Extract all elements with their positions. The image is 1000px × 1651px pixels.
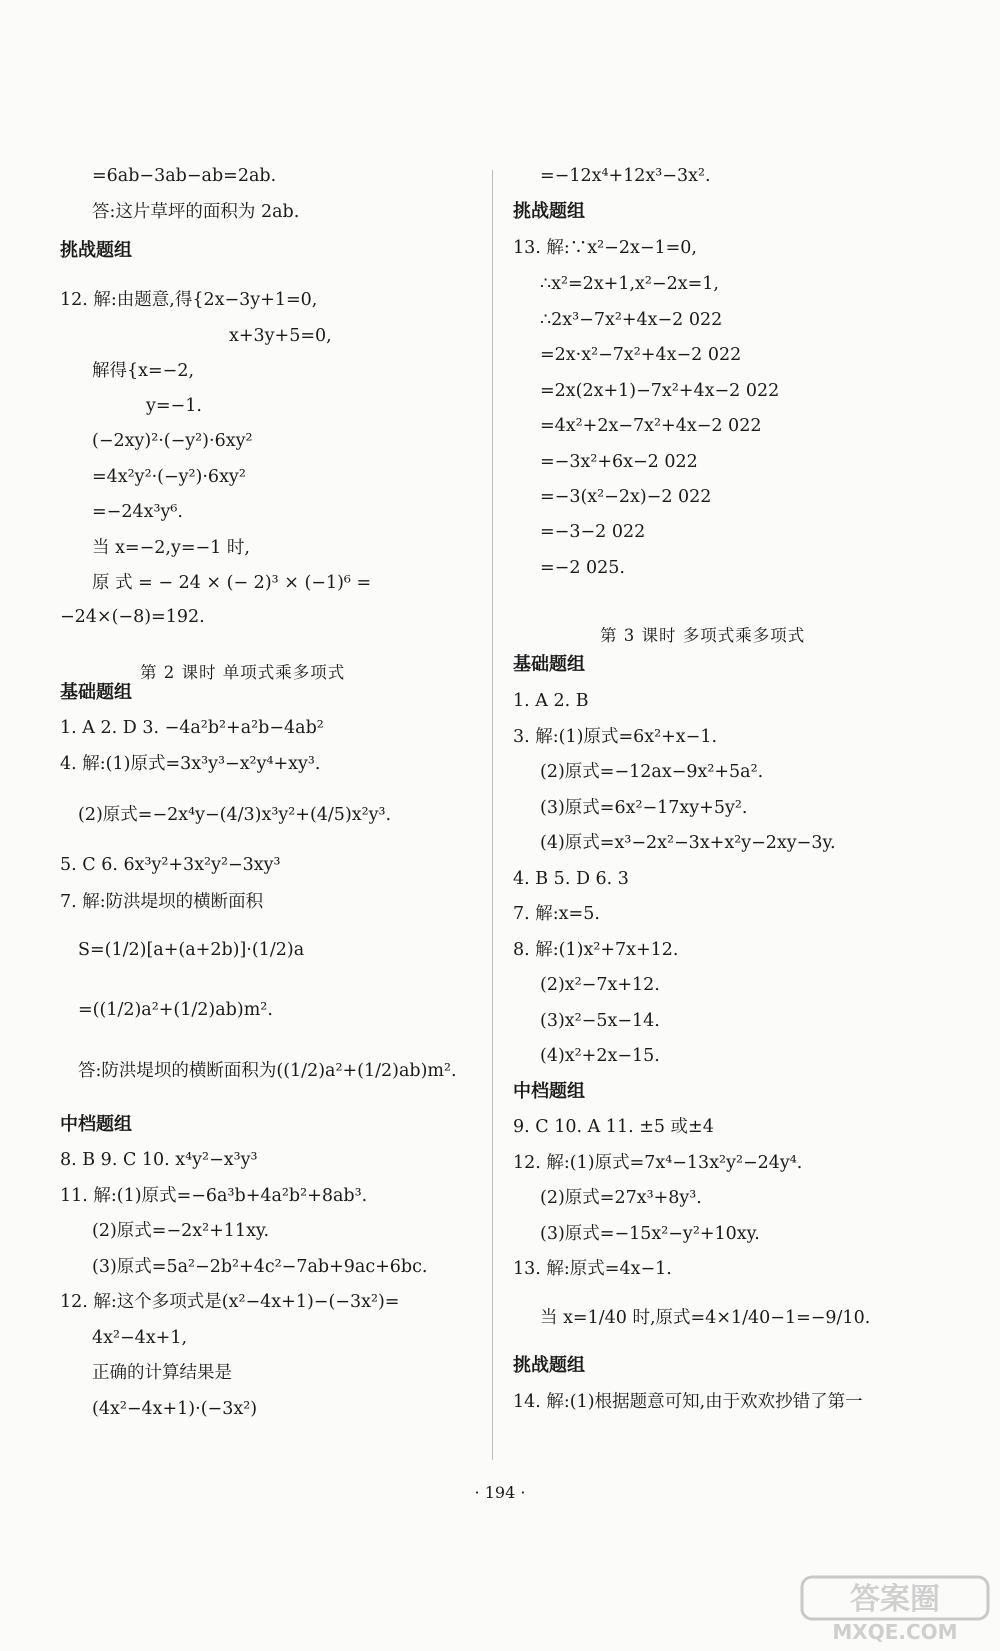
solution-line: (3)原式=6x²−17xy+5y². (540, 798, 748, 818)
solution-line: 原 式 = − 24 × (− 2)³ × (−1)⁶ = (92, 573, 372, 593)
solution-line: 12. 解:由题意,得{2x−3y+1=0, (60, 290, 318, 310)
solution-line: x+3y+5=0, (229, 326, 332, 346)
solution-line: (4x²−4x+1)·(−3x²) (92, 1399, 258, 1419)
section-heading: 挑战题组 (513, 201, 585, 222)
solution-line: 9. C 10. A 11. ±5 或±4 (513, 1117, 714, 1137)
column-divider (492, 170, 493, 1460)
right-section-title: 第 3 课时 多项式乘多项式 (600, 626, 806, 645)
solution-line: 当 x=1/40 时,原式=4×1/40−1=−9/10. (540, 1308, 871, 1328)
solution-line: 8. 解:(1)x²+7x+12. (513, 940, 679, 960)
solution-line: 解得{x=−2, (92, 361, 195, 381)
section-heading: 挑战题组 (513, 1355, 585, 1376)
section-heading: 基础题组 (513, 654, 585, 675)
solution-line: (4)原式=x³−2x²−3x+x²y−2xy−3y. (540, 833, 836, 853)
solution-line: 13. 解:原式=4x−1. (513, 1259, 672, 1279)
solution-line: =2x(2x+1)−7x²+4x−2 022 (540, 381, 780, 401)
solution-line: (3)x²−5x−14. (540, 1011, 660, 1031)
section-heading: 中档题组 (60, 1114, 132, 1135)
solution-line: 11. 解:(1)原式=−6a³b+4a²b²+8ab³. (60, 1186, 368, 1206)
watermark-logo (800, 1575, 990, 1645)
solution-line: 13. 解:∵x²−2x−1=0, (513, 238, 697, 258)
solution-line: S=(1/2)[a+(a+2b)]·(1/2)a (78, 940, 305, 960)
solution-line: 4x²−4x+1, (92, 1328, 188, 1348)
solution-line: =−3(x²−2x)−2 022 (540, 487, 712, 507)
solution-line: =4x²y²·(−y²)·6xy² (92, 467, 246, 487)
solution-line: (2)原式=27x³+8y³. (540, 1188, 702, 1208)
solution-line: (4)x²+2x−15. (540, 1046, 660, 1066)
solution-line: =−2 025. (540, 558, 625, 578)
solution-line: =6ab−3ab−ab=2ab. (92, 166, 277, 186)
solution-line: 7. 解:x=5. (513, 904, 600, 924)
left-section-title: 第 2 课时 单项式乘多项式 (140, 663, 346, 682)
solution-line: 4. 解:(1)原式=3x³y³−x²y⁴+xy³. (60, 754, 321, 774)
solution-line: 1. A 2. D 3. −4a²b²+a²b−4ab² (60, 718, 324, 738)
section-heading: 基础题组 (60, 682, 132, 703)
solution-line: 正确的计算结果是 (92, 1363, 232, 1383)
solution-line: =−24x³y⁶. (92, 502, 183, 522)
solution-line: (3)原式=5a²−2b²+4c²−7ab+9ac+6bc. (92, 1257, 428, 1277)
solution-line: 14. 解:(1)根据题意可知,由于欢欢抄错了第一 (513, 1392, 863, 1412)
solution-line: 当 x=−2,y=−1 时, (92, 538, 250, 558)
solution-line: (2)x²−7x+12. (540, 975, 660, 995)
solution-line: =−3x²+6x−2 022 (540, 452, 698, 472)
svg-text:MXQE.COM: MXQE.COM (832, 1620, 958, 1644)
solution-line: 1. A 2. B (513, 691, 589, 711)
solution-line: (2)原式=−2x²+11xy. (92, 1221, 270, 1241)
solution-line: 答:这片草坪的面积为 2ab. (92, 202, 300, 222)
solution-line: 8. B 9. C 10. x⁴y²−x³y³ (60, 1150, 258, 1170)
page-number: · 194 · (474, 1483, 526, 1502)
solution-line: 答:防洪堤坝的横断面积为((1/2)a²+(1/2)ab)m². (78, 1061, 457, 1081)
svg-text:答案圈: 答案圈 (850, 1582, 940, 1617)
section-heading: 挑战题组 (60, 240, 132, 261)
solution-line: (2)原式=−12ax−9x²+5a². (540, 762, 764, 782)
solution-line: =2x·x²−7x²+4x−2 022 (540, 345, 742, 365)
solution-line: =−12x⁴+12x³−3x². (540, 166, 711, 186)
solution-line: ∴2x³−7x²+4x−2 022 (540, 310, 723, 330)
solution-line: 12. 解:(1)原式=7x⁴−13x²y²−24y⁴. (513, 1153, 803, 1173)
solution-line: (−2xy)²·(−y²)·6xy² (92, 431, 253, 451)
solution-line: (2)原式=−2x⁴y−(4/3)x³y²+(4/5)x²y³. (78, 805, 392, 825)
solution-line: 12. 解:这个多项式是(x²−4x+1)−(−3x²)= (60, 1292, 400, 1312)
solution-line: 4. B 5. D 6. 3 (513, 869, 629, 889)
solution-line: (3)原式=−15x²−y²+10xy. (540, 1224, 760, 1244)
solution-line: 7. 解:防洪堤坝的横断面积 (60, 892, 264, 912)
solution-line: y=−1. (146, 396, 202, 416)
section-heading: 中档题组 (513, 1081, 585, 1102)
solution-line: =−3−2 022 (540, 522, 646, 542)
solution-line: 5. C 6. 6x³y²+3x²y²−3xy³ (60, 855, 281, 875)
solution-line: ∴x²=2x+1,x²−2x=1, (540, 274, 719, 294)
solution-line: =4x²+2x−7x²+4x−2 022 (540, 416, 762, 436)
solution-line: −24×(−8)=192. (60, 607, 205, 627)
solution-line: 3. 解:(1)原式=6x²+x−1. (513, 727, 718, 747)
solution-line: =((1/2)a²+(1/2)ab)m². (78, 1000, 273, 1020)
